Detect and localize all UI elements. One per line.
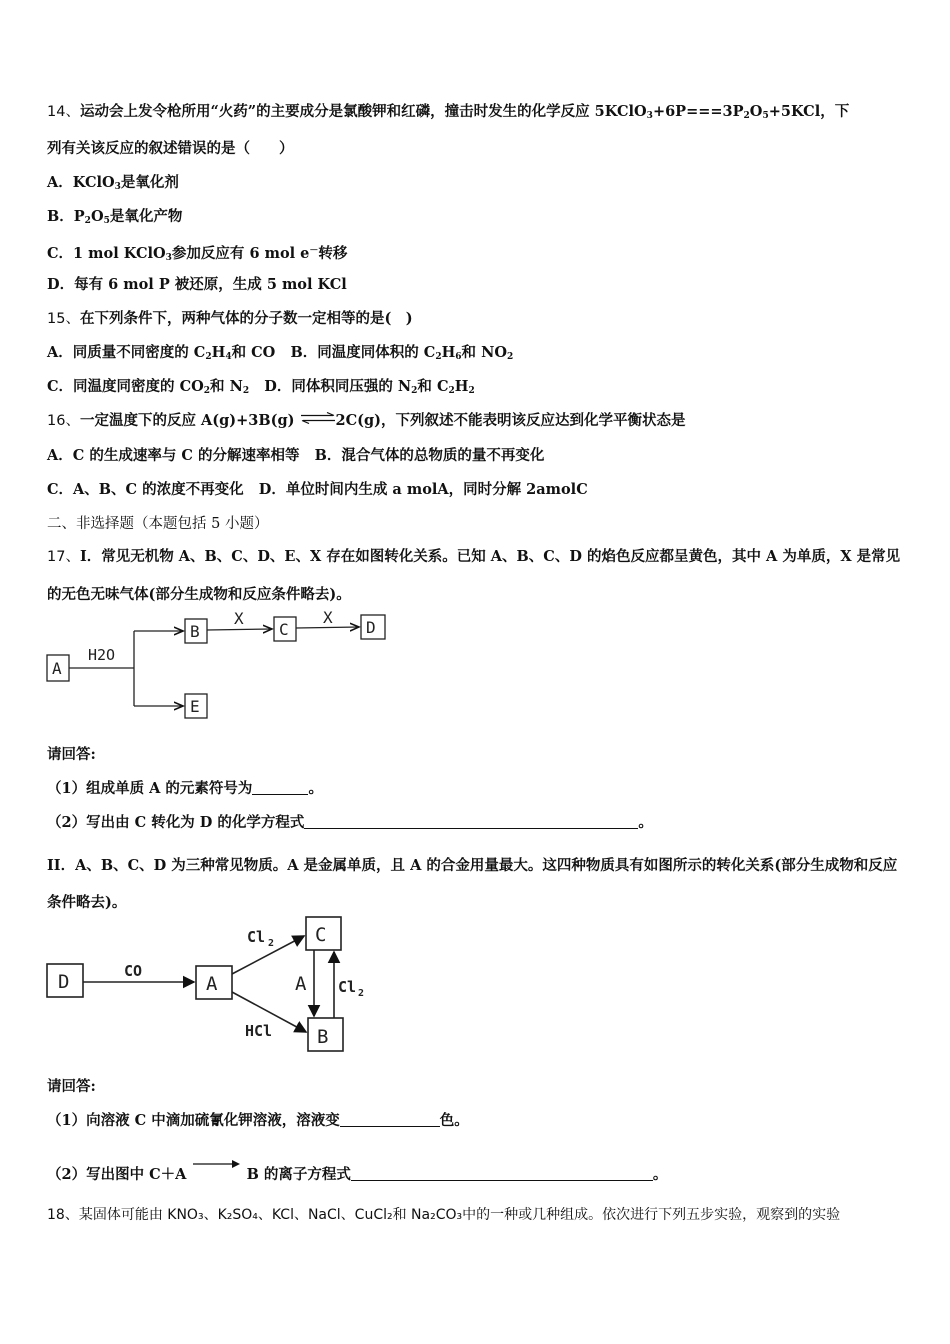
- q17-p1-q2: （2）写出由 C 转化为 D 的化学方程式 。: [47, 814, 653, 831]
- label-x1: X: [234, 609, 244, 628]
- q14-option-c: C．1 mol KClO$_3$参加反应有 6 mol e－转移: [47, 245, 348, 263]
- svg-text:2: 2: [358, 988, 365, 999]
- section-heading: 二、非选择题（本题包括 5 小题）: [47, 516, 269, 532]
- answer-blank-2[interactable]: [304, 814, 638, 829]
- answer-blank-3[interactable]: [340, 1112, 440, 1127]
- q16-options-ab: A．C 的生成速率与 C 的分解速率相等 B．混合气体的总物质的量不再变化: [47, 447, 545, 464]
- label-mid-a: A: [295, 973, 307, 995]
- q17-part1-intro: 17、I．常见无机物 A、B、C、D、E、X 存在如图转化关系。已知 A、B、C、D 的焰色反应都呈黄色，其中 A 为单质，X 是常见的无色无味气体(部分生成物和反应条件略去)。: [47, 548, 901, 603]
- label-x2: X: [323, 608, 333, 627]
- node-d2: D: [58, 971, 70, 993]
- q17-diagram-2: [44, 912, 384, 1057]
- q14-stem-line1: 14、运动会上发令枪所用“火药”的主要成分是氯酸钾和红磷，撞击时发生的化学反应 $5KClO_3+6P===3P_2O_5+5KCl$，下: [47, 103, 850, 121]
- q16-options-cd: C．A、B、C 的浓度不再变化 D．单位时间内生成 a molA，同时分解 2amolC: [47, 481, 588, 498]
- answer-blank-4[interactable]: [351, 1166, 653, 1181]
- q17-please-answer-1: 请回答:: [47, 746, 96, 763]
- label-cl2-top: Cl: [247, 928, 266, 946]
- node-b: B: [190, 622, 200, 641]
- q17-please-answer-2: 请回答:: [47, 1078, 96, 1095]
- node-a2: A: [206, 973, 218, 995]
- q14-number: 14、: [47, 104, 80, 120]
- label-co: CO: [124, 962, 143, 980]
- label-cl2-right: Cl: [338, 978, 357, 996]
- q15-stem: 15、在下列条件下，两种气体的分子数一定相等的是( ): [47, 310, 413, 327]
- q18-stem: 18、某固体可能由 KNO₃、K₂SO₄、KCl、NaCl、CuCl₂和 Na₂CO₃中的一种或几种组成。依次进行下列五步实验，观察到的实验: [47, 1207, 841, 1223]
- q15-options-cd: C．同温度同密度的 $CO_2$和 $N_2$ D．同体积同压强的 $N_2$和 $C_2H_2$: [47, 378, 475, 396]
- q16-stem: 16、一定温度下的反应 A(g)+3B(g) 2C(g)，下列叙述不能表明该反应达到化学平衡状态是: [47, 412, 686, 429]
- q17-part2-intro: II．A、B、C、D 为三种常见物质。A 是金属单质，且 A 的合金用量最大。这四种物质具有如图所示的转化关系(部分生成物和反应条件略去)。: [47, 857, 898, 911]
- label-hcl: HCl: [245, 1022, 273, 1040]
- q17-p1-q1: （1）组成单质 A 的元素符号为 。: [47, 780, 323, 797]
- q15-options-ab: A．同质量不同密度的 $C_2H_4$和 CO B．同温度同体积的 $C_2H_6$和 $NO_2$: [47, 344, 514, 362]
- svg-text:2: 2: [268, 938, 275, 949]
- reaction-arrow-icon: [192, 1157, 242, 1171]
- node-a: A: [52, 659, 62, 678]
- answer-blank-1[interactable]: [252, 780, 308, 795]
- q14-option-d: D．每有 6 mol P 被还原，生成 5 mol KCl: [47, 276, 347, 293]
- q14-option-a: A．KClO$_3$是氧化剂: [47, 174, 179, 192]
- q17-diagram-1: [44, 608, 394, 720]
- label-water: H2O: [88, 646, 116, 664]
- equilibrium-arrow-icon: [300, 412, 336, 424]
- q17-p2-q1: （1）向溶液 C 中滴加硫氰化钾溶液，溶液变 色。: [47, 1112, 469, 1129]
- node-c: C: [279, 620, 289, 639]
- node-e: E: [190, 697, 200, 716]
- node-d: D: [366, 618, 376, 637]
- q14-option-b: B．$P_2O_5$是氧化产物: [47, 208, 183, 226]
- q14-stem-line2: 列有关该反应的叙述错误的是（ ）: [47, 140, 294, 157]
- node-b2: B: [317, 1026, 329, 1048]
- node-c2: C: [315, 924, 327, 946]
- q17-p2-q2: （2）写出图中 C＋A B 的离子方程式 。: [47, 1157, 667, 1185]
